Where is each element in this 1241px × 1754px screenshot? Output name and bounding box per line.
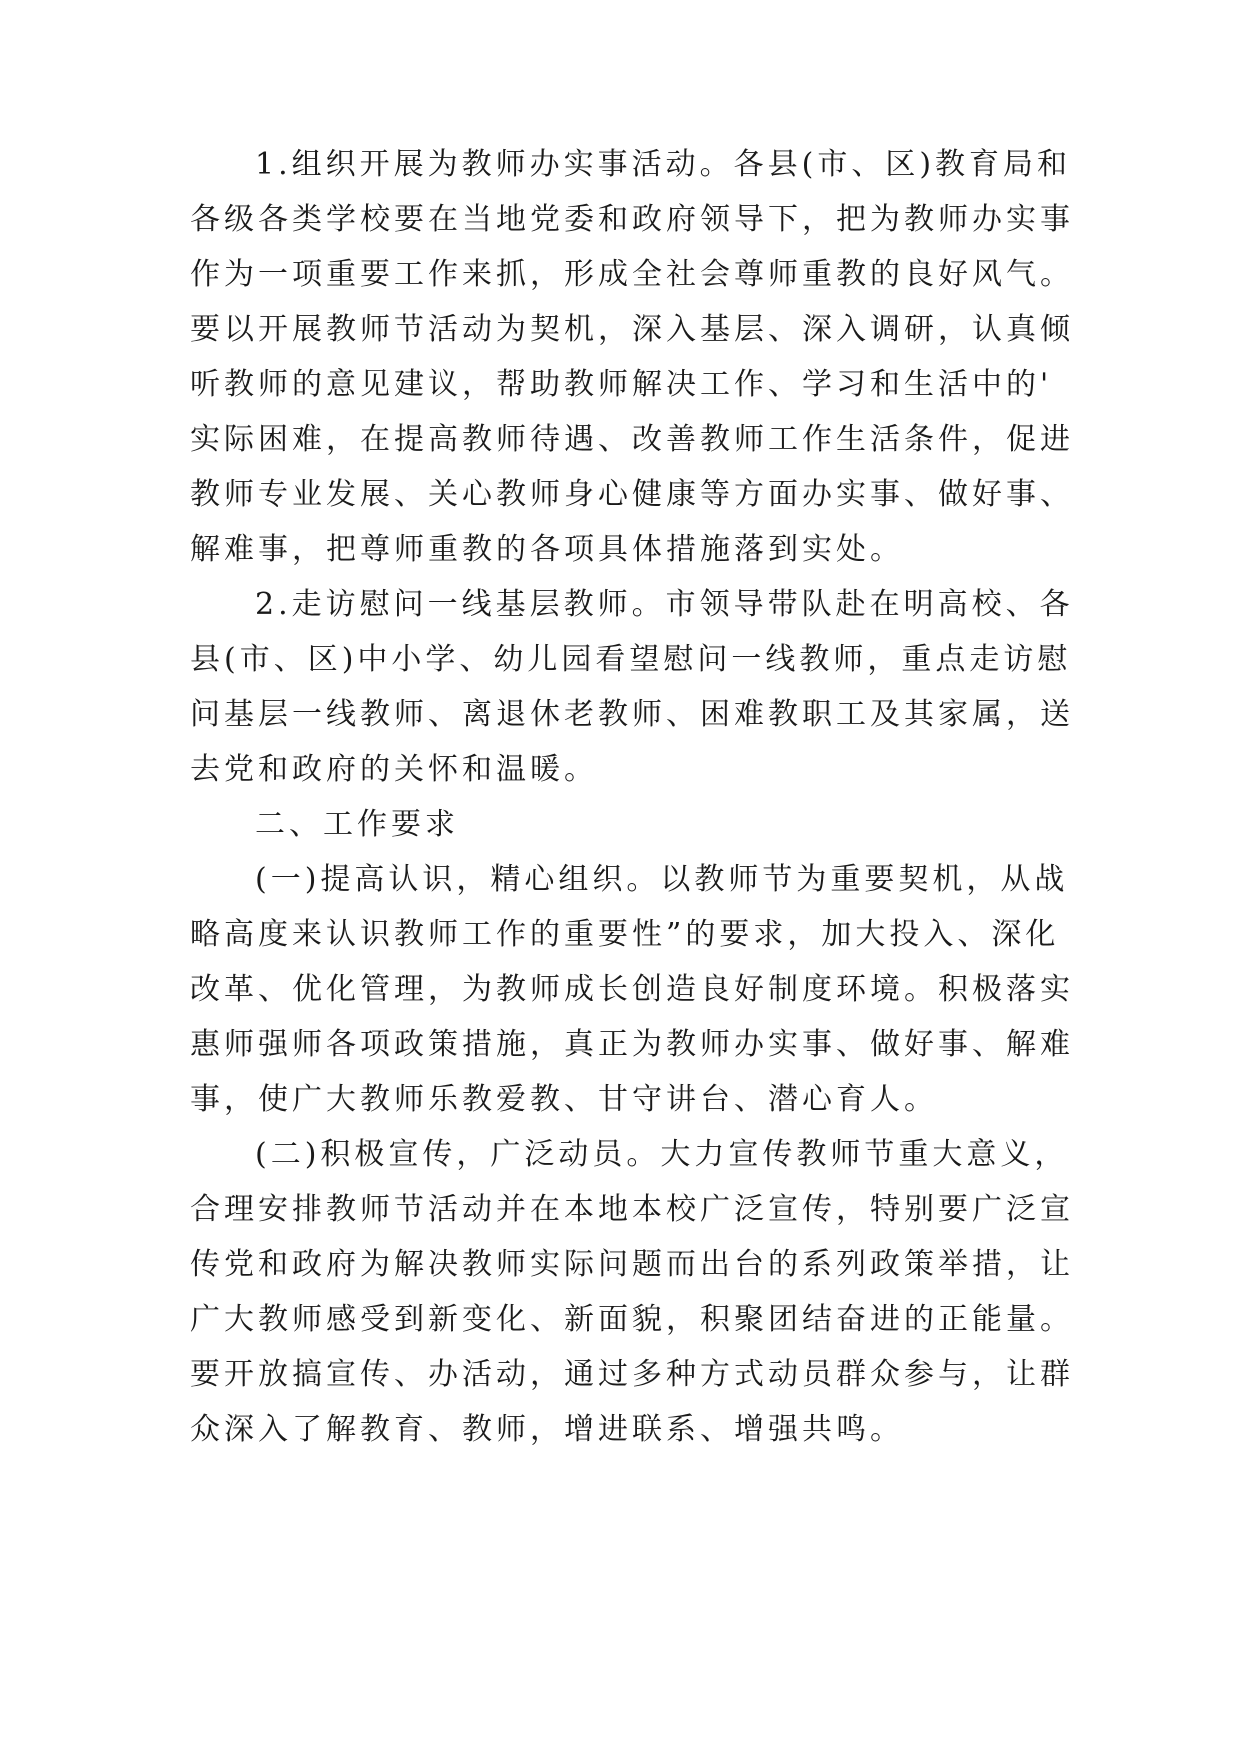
paragraph-4-line-3: 传党和政府为解决教师实际问题而出台的系列政策举措，让	[190, 1247, 1074, 1282]
paragraph-3-line-2: 略高度来认识教师工作的重要性”的要求，加大投入、深化	[190, 917, 1060, 952]
paragraph-1-line-1: 1.组织开展为教师办实事活动。各县(市、区)教育局和	[255, 147, 1072, 182]
paragraph-4-line-4: 广大教师感受到新变化、新面貌，积聚团结奋进的正能量。	[190, 1302, 1074, 1337]
paragraph-2-line-1: 2.走访慰问一线基层教师。市领导带队赴在明高校、各	[255, 587, 1074, 622]
paragraph-2-line-2: 县(市、区)中小学、幼儿园看望慰问一线教师，重点走访慰	[190, 642, 1072, 677]
paragraph-2-line-4: 去党和政府的关怀和温暖。	[190, 752, 598, 787]
paragraph-3-line-3: 改革、优化管理，为教师成长创造良好制度环境。积极落实	[190, 972, 1074, 1007]
paragraph-4-line-5: 要开放搞宣传、办活动，通过多种方式动员群众参与，让群	[190, 1357, 1074, 1392]
paragraph-4-line-6: 众深入了解教育、教师，增进联系、增强共鸣。	[190, 1412, 904, 1447]
paragraph-2-line-3: 问基层一线教师、离退休老教师、困难教职工及其家属，送	[190, 697, 1074, 732]
paragraph-4-line-1: (二)积极宣传，广泛动员。大力宣传教师节重大意义，	[255, 1137, 1069, 1172]
paragraph-4-line-2: 合理安排教师节活动并在本地本校广泛宣传，特别要广泛宣	[190, 1192, 1074, 1227]
section-heading: 二、工作要求	[255, 807, 459, 842]
paragraph-1-line-8: 解难事，把尊师重教的各项具体措施落到实处。	[190, 532, 904, 567]
paragraph-3-line-5: 事，使广大教师乐教爱教、甘守讲台、潜心育人。	[190, 1082, 938, 1117]
paragraph-1-line-5: 听教师的意见建议，帮助教师解决工作、学习和生活中的'	[190, 367, 1053, 402]
paragraph-1-line-7: 教师专业发展、关心教师身心健康等方面办实事、做好事、	[190, 477, 1074, 512]
paragraph-1-line-2: 各级各类学校要在当地党委和政府领导下，把为教师办实事	[190, 202, 1074, 237]
paragraph-1-line-3: 作为一项重要工作来抓，形成全社会尊师重教的良好风气。	[190, 257, 1074, 292]
paragraph-1-line-6: 实际困难，在提高教师待遇、改善教师工作生活条件，促进	[190, 422, 1074, 457]
paragraph-1-line-4: 要以开展教师节活动为契机，深入基层、深入调研，认真倾	[190, 312, 1074, 347]
paragraph-3-line-1: (一)提高认识，精心组织。以教师节为重要契机，从战	[255, 862, 1069, 897]
paragraph-3-line-4: 惠师强师各项政策措施，真正为教师办实事、做好事、解难	[190, 1027, 1074, 1062]
